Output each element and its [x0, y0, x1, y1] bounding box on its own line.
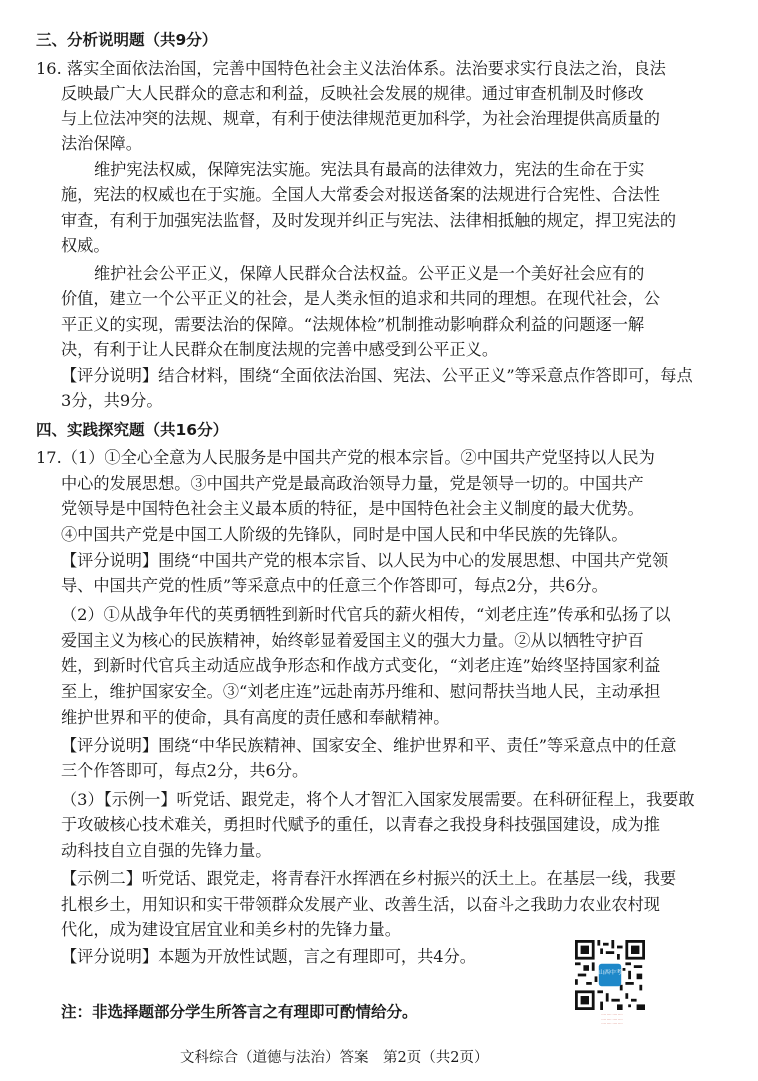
q17-3-line-1: （3）【示例一】听党话、跟党走，将个人才智汇入国家发展需要。在科研征程上，我要敢 — [61, 790, 695, 809]
q17-1-scoring-2: 导、中国共产党的性质”等采意点中的任意三个作答即可，每点2分，共6分。 — [61, 576, 608, 595]
grading-note: 注：非选择题部分学生所答言之有理即可酌情给分。 — [61, 1003, 418, 1021]
q17-3-line-2: 于攻破核心技术难关，勇担时代赋予的重任，以青春之我投身科技强国建设，成为推 — [61, 815, 660, 834]
q17-3-line-4: 【示例二】听党话、跟党走，将青春汗水挥洒在乡村振兴的沃土上。在基层一线，我要 — [61, 869, 677, 888]
qr-badge-label: 山西中考 — [598, 970, 622, 977]
q16-line-4: 法治保障。 — [61, 134, 142, 153]
q17-2-scoring-1: 【评分说明】围绕“中华民族精神、国家安全、维护世界和平、责任”等采意点中的任意 — [61, 736, 677, 755]
q16-line-3: 与上位法冲突的法规、规章，有利于使法律规范更加科学，为社会治理提供高质量的 — [61, 109, 660, 128]
q17-2-line-3: 姓，到新时代官兵主动适应战争形态和作战方式变化，“刘老庄连”始终坚持国家利益 — [61, 656, 661, 675]
section-4-title: 四、实践探究题（共16分） — [36, 421, 229, 439]
q16-line-11: 平正义的实现，需要法治的保障。“法规体检”机制推动影响群众利益的问题逐一解 — [61, 315, 645, 334]
q16-line-6: 施，宪法的权威也在于实施。全国人大常委会对报送备案的法规进行合宪性、合法性 — [61, 185, 660, 204]
q17-2-line-1: （2）①从战争年代的英勇牺牲到新时代官兵的薪火相传，“刘老庄连”传承和弘扬了以 — [61, 605, 671, 624]
q17-1-line-4: ④中国共产党是中国工人阶级的先锋队，同时是中国人民和中华民族的先锋队。 — [61, 525, 628, 544]
q17-2-scoring-2: 三个作答即可，每点2分，共6分。 — [61, 761, 309, 780]
q17-3-line-3: 动科技自立自强的先锋力量。 — [61, 841, 272, 860]
q17-3-scoring: 【评分说明】本题为开放性试题，言之有理即可，共4分。 — [61, 947, 476, 966]
q17-2-line-2: 爱国主义为核心的民族精神，始终彰显着爱国主义的强大力量。②从以牺牲守护百 — [61, 631, 644, 650]
q17-2-line-4: 至上，维护国家安全。③“刘老庄连”远赴南苏丹维和、慰问帮扶当地人民，主动承担 — [61, 682, 661, 701]
q17-1-line-1: 17.（1）①全心全意为人民服务是中国共产党的根本宗旨。②中国共产党坚持以人民为 — [36, 448, 655, 467]
q17-1-line-2: 中心的发展思想。③中国共产党是最高政治领导力量，党是领导一切的。中国共产 — [61, 474, 644, 493]
q16-line-10: 价值，建立一个公平正义的社会，是人类永恒的追求和共同的理想。在现代社会，公 — [61, 289, 660, 308]
q16-line-8: 权威。 — [61, 236, 110, 255]
q17-1-scoring-1: 【评分说明】围绕“中国共产党的根本宗旨、以人民为中心的发展思想、中国共产党领 — [61, 551, 669, 570]
q17-1-line-3: 党领导是中国特色社会主义最本质的特征，是中国特色社会主义制度的最大优势。 — [61, 499, 644, 518]
qr-code — [575, 940, 645, 1010]
qr-caption: ···· ···· ···· ···· ···· ···· ···· ···· ···· ···· ···· ···· — [601, 1013, 623, 1026]
q16-scoring-1: 【评分说明】结合材料，围绕“全面依法治国、宪法、公平正义”等采意点作答即可，每点 — [61, 366, 693, 385]
q17-3-line-6: 代化，成为建设宜居宜业和美乡村的先锋力量。 — [61, 920, 401, 939]
q16-line-1: 16. 落实全面依法治国，完善中国特色社会主义法治体系。法治要求实行良法之治，良法 — [36, 59, 666, 78]
section-3-title: 三、分析说明题（共9分） — [36, 31, 218, 49]
q16-line-12: 决，有利于让人民群众在制度法规的完善中感受到公平正义。 — [61, 340, 499, 359]
q17-2-line-5: 维护世界和平的使命，具有高度的责任感和奉献精神。 — [61, 708, 450, 727]
q17-3-line-5: 扎根乡土，用知识和实干带领群众发展产业、改善生活，以奋斗之我助力农业农村现 — [61, 895, 660, 914]
q16-line-9: 维护社会公平正义，保障人民群众合法权益。公平正义是一个美好社会应有的 — [94, 264, 645, 283]
q16-scoring-2: 3分，共9分。 — [61, 391, 163, 410]
q16-line-2: 反映最广大人民群众的意志和利益，反映社会发展的规律。通过审查机制及时修改 — [61, 84, 644, 103]
page-footer: 文科综合（道德与法治）答案 第2页（共2页） — [180, 1050, 489, 1066]
q16-line-7: 审查，有利于加强宪法监督，及时发现并纠正与宪法、法律相抵触的规定，捍卫宪法的 — [61, 211, 677, 230]
q16-line-5: 维护宪法权威，保障宪法实施。宪法具有最高的法律效力，宪法的生命在于实 — [94, 160, 645, 179]
